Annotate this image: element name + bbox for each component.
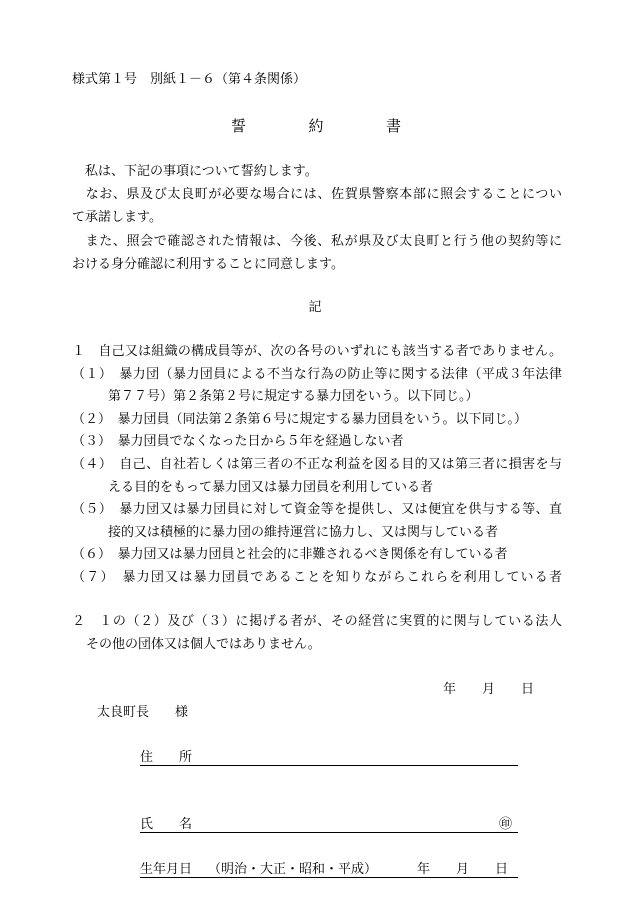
sub-item-4 — [72, 454, 562, 499]
intro-line: 私は、下記の事項について誓約します。 — [72, 164, 318, 179]
sub-item-line: 接的又は積極的に暴力団の維持運営に協力し、又は関与している者 — [108, 524, 499, 540]
ki-heading: 記 — [308, 300, 322, 315]
sub-item-line: （１） 暴力団（暴力団員による不当な行為の防止等に関する法律（平成３年法律 — [72, 366, 562, 382]
birthdate-label: 生年月日 — [140, 862, 193, 877]
pledge-item-1 — [72, 341, 562, 590]
item-2-line: ２ １の（２）及び（３）に掲げる者が、その経営に実質的に関与している法人 — [72, 614, 562, 629]
sub-item-5 — [72, 499, 562, 544]
intro-line: て承諾します。 — [72, 210, 162, 226]
sub-item-line: （２） 暴力団員（同法第２条第６号に規定する暴力団員をいう。以下同じ。） — [72, 411, 528, 427]
address-field — [140, 750, 518, 766]
sub-item-line: （４） 自己、自社若しくは第三者の不正な利益を図る目的又は第三者に損害を与 — [72, 456, 562, 472]
intro-line: おける身分確認に利用することに同意します。 — [72, 256, 344, 272]
sub-item-1 — [72, 364, 562, 409]
address-label: 住 所 — [140, 750, 193, 765]
sub-item-3 — [72, 431, 562, 454]
seal-mark: ㊞ — [499, 817, 513, 832]
sub-item-line: える目的をもって暴力団又は暴力団員を利用している者 — [108, 479, 434, 495]
sub-item-2 — [72, 409, 562, 432]
name-field — [140, 817, 518, 833]
era-options: （明治・大正・昭和・平成） — [208, 862, 378, 877]
sub-item-line: （５） 暴力団又は暴力団員に対して資金等を提供し、又は便宜を供与する等、直 — [72, 502, 562, 518]
intro-line: また、照会で確認された情報は、今後、私が県及び太良町と行う他の契約等に — [72, 233, 562, 249]
intro-line: なお、県及び太良町が必要な場合には、佐賀県警察本部に照会することについ — [72, 187, 562, 203]
birthdate-units: 年 月 日 — [417, 862, 509, 877]
date-line: 年 月 日 — [443, 682, 535, 697]
form-number: 様式第１号 別紙１－６（第４条関係） — [72, 72, 307, 87]
name-label: 氏 名 — [140, 817, 193, 832]
item-2-line: その他の団体又は個人ではありません。 — [86, 636, 321, 652]
addressee: 太良町長 様 — [97, 705, 189, 720]
intro-paragraphs — [72, 160, 562, 276]
sub-item-line: （３） 暴力団員でなくなった日から５年を経過しない者 — [72, 434, 404, 450]
item-1-heading: １ 自己又は組織の構成員等が、次の各号のいずれにも該当する者でありません。 — [72, 344, 562, 359]
sub-item-line: （６） 暴力団又は暴力団員と社会的に非難されるべき関係を有している者 — [72, 547, 508, 563]
sub-item-7 — [72, 567, 562, 590]
document-title: 誓約書 — [231, 117, 464, 135]
sub-item-6 — [72, 544, 562, 567]
sub-item-line: （７） 暴力団又は暴力団員であることを知りながらこれらを利用している者 — [72, 569, 562, 585]
sub-item-line: 第７７号）第２条第２号に規定する暴力団をいう。以下同じ。） — [108, 389, 479, 405]
birthdate-field — [140, 862, 518, 878]
pledge-item-2 — [72, 611, 562, 656]
